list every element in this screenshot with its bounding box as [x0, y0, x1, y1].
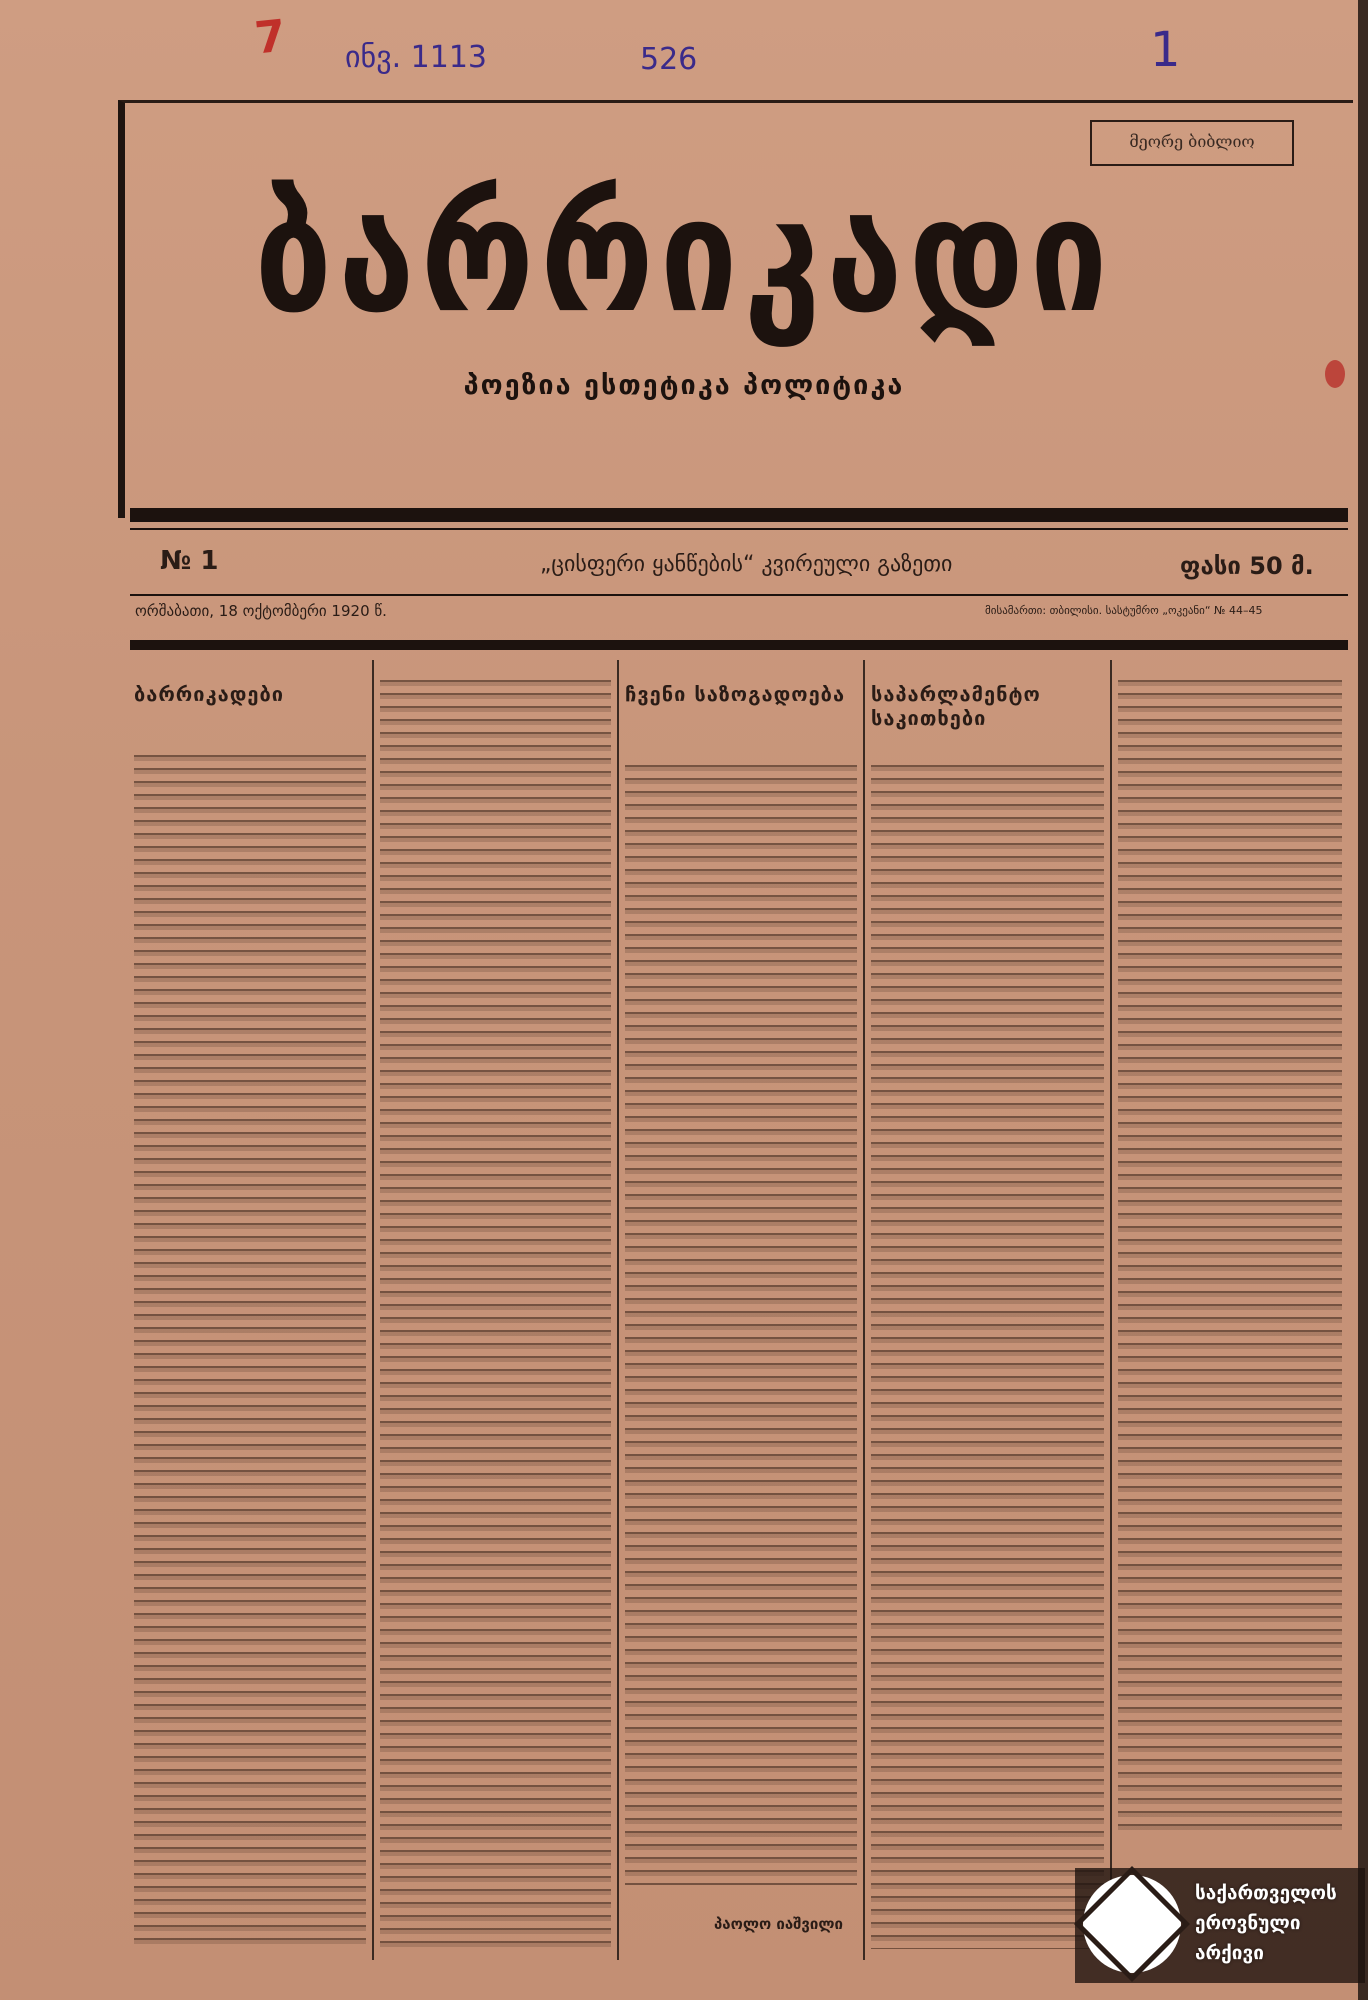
handwritten-page-number: 1 [1150, 22, 1181, 78]
library-stamp: მეორე ბიბლიო [1090, 120, 1294, 166]
dateline-rule [130, 594, 1348, 596]
column-body-text [380, 680, 611, 1949]
archive-name-line2: ეროვნული [1195, 1912, 1301, 1934]
column-body-text [871, 765, 1104, 1949]
masthead-rule [130, 508, 1348, 522]
column-heading: ბარრიკადები [134, 682, 285, 706]
masthead-thin-rule [130, 528, 1348, 530]
column-body-text [625, 765, 857, 1885]
issue-date: ორშაბათი, 18 ოქტომბერი 1920 წ. [135, 602, 387, 620]
issue-tagline: „ცისფერი ყანწების“ კვირეული გაზეთი [540, 552, 953, 577]
issue-number: № 1 [160, 546, 219, 576]
header-bottom-rule [130, 640, 1348, 650]
column-body-text [134, 755, 366, 1949]
article-column-4 [865, 660, 1110, 1955]
handwritten-inventory: ინვ. 1113 [345, 40, 488, 75]
archive-name-line3: არქივი [1195, 1942, 1264, 1964]
article-column-1 [128, 660, 372, 1955]
issue-price: ფასი 50 მ. [1180, 552, 1314, 580]
handwritten-number: 526 [640, 42, 698, 77]
article-column-5 [1112, 660, 1348, 1955]
article-signature: პაოლო იაშვილი [714, 1915, 843, 1933]
archive-logo-icon [1083, 1875, 1181, 1973]
article-column-2 [374, 660, 617, 1955]
article-column-3 [619, 660, 863, 1955]
column-body-text [1118, 680, 1342, 1835]
column-heading: ჩვენი საზოგადოება [625, 682, 846, 706]
archive-name-line1: საქართველოს [1195, 1882, 1337, 1904]
issue-address: მისამართი: თბილისი. სასტუმრო „ოკეანი“ № 44–45 [985, 604, 1263, 617]
column-heading: საპარლამენტო საკითხები [871, 682, 1041, 730]
newspaper-subtitle: პოეზია ესთეტიკა პოლიტიკა [463, 370, 905, 401]
handwritten-red-mark: 7 [252, 10, 289, 65]
newspaper-title: ბარრიკადი [254, 162, 1114, 349]
